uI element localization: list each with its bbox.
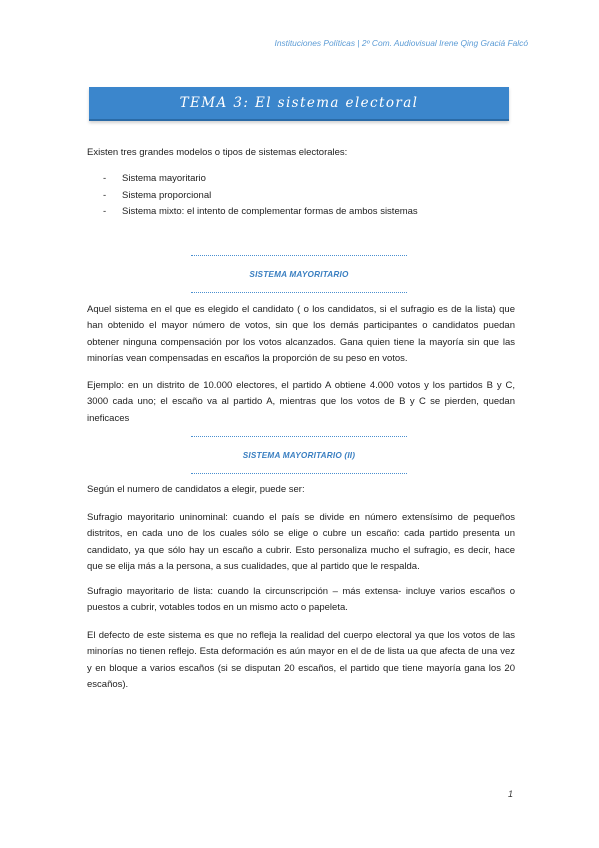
list-item: - Sistema proporcional [103, 188, 418, 205]
section-heading-mayoritario-ii [191, 436, 407, 474]
section-title: SISTEMA MAYORITARIO [249, 269, 349, 279]
example-paragraph: Ejemplo: en un distrito de 10.000 electores, el partido A obtiene 4.000 votos y los partidos B y C, 3000 cada uno; el escaño va al partido A, mientras que los votos de B y C se pierden, quedan ineficaces [87, 380, 515, 424]
defecto-paragraph: El defecto de este sistema es que no refleja la realidad del cuerpo electoral ya que los votos de las minorías no tienen reflejo. Esta deformación es aún mayor en el de de lista ua que afecta de una vez y en bloque a varios escaños (si se disputan 20 escaños, el partido que tiene mayoría gana los 20 escaños). [87, 630, 515, 690]
page-number: 1 [507, 789, 513, 799]
page-header: Instituciones Políticas | 2º Com. Audiovisual Irene Qing Graciá Falcó [274, 38, 528, 48]
mayoritario-definition: Aquel sistema en el que es elegido el candidato ( o los candidatos, si el sufragio es de la lista) que han obtenido el mayor número de votos, sin que los demás participantes o candidatos puedan obtener ninguna compensación por los votos alcanzados. Gana quien tiene la mayoría sin que las minorías vean compensadas en escaños la proporción de su peso en votos. [87, 304, 515, 364]
title-banner [89, 87, 509, 121]
section-title: SISTEMA MAYORITARIO (II) [242, 450, 356, 460]
lead-text: Según el numero de candidatos a elegir, puede ser: [87, 484, 305, 495]
lista-paragraph: Sufragio mayoritario de lista: cuando la circunscripción – más extensa- incluye varios escaños o puestos a cubrir, votables todos en un mismo acto o papeleta. [87, 586, 515, 614]
section-heading-mayoritario [191, 255, 407, 293]
list-item: - Sistema mayoritario [103, 171, 418, 188]
intro-text: Existen tres grandes modelos o tipos de sistemas electorales: [87, 147, 348, 158]
document-title: TEMA 3: El sistema electoral [179, 95, 419, 111]
system-types-list [103, 171, 418, 221]
uninominal-paragraph: Sufragio mayoritario uninominal: cuando el país se divide en número extensísimo de pequeños distritos, en cada uno de los cuales sólo se elige o cubre un escaño: cada partido presenta un candidato, ya que sólo hay un escaño a cubrir. Esto personaliza mucho el sufragio, es decir, hace que se elija más a la persona, a sus cualidades, que al partido que le respalda. [87, 512, 515, 572]
list-item: - Sistema mixto: el intento de complementar formas de ambos sistemas [103, 204, 418, 221]
